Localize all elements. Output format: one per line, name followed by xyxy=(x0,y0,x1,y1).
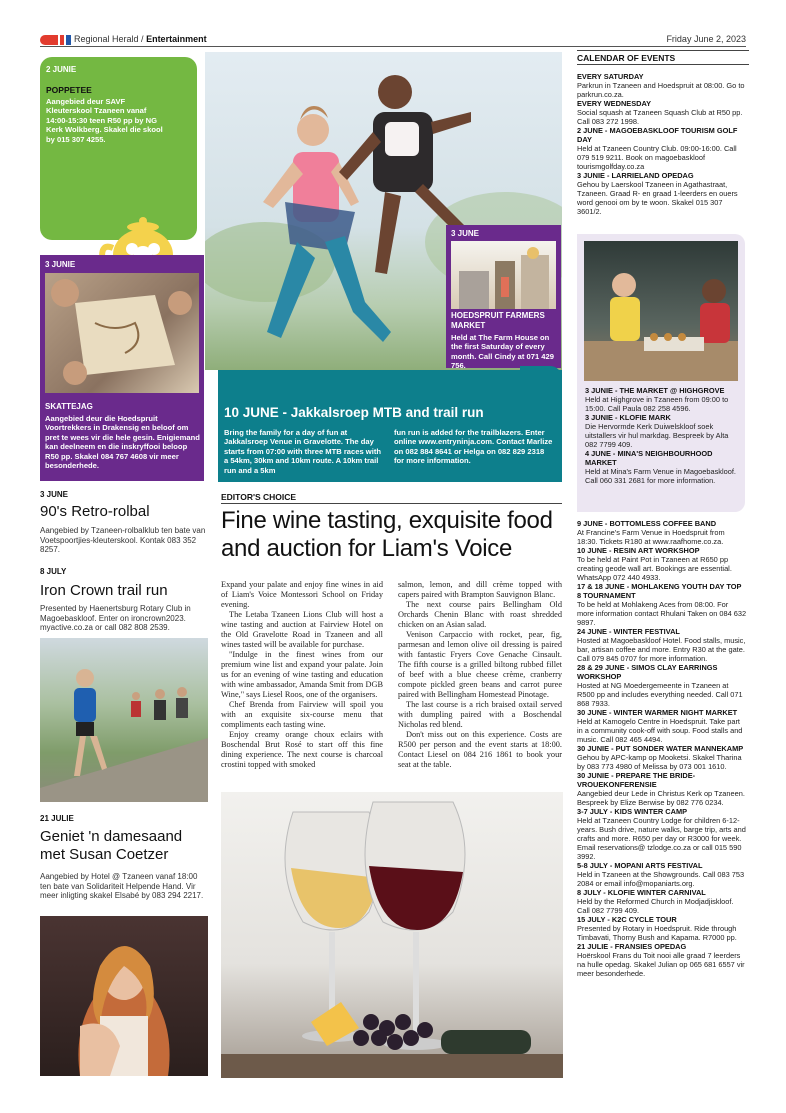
event-title: 9 JUNE - BOTTOMLESS COFFEE BAND xyxy=(577,519,717,528)
editor-rule xyxy=(221,503,562,504)
event-detail: To be held at Mohlakeng Aces from 08:00. For more information contact Rhulani Taken on 084 632 9897. xyxy=(577,600,747,627)
header-blue-bar xyxy=(66,35,71,45)
skattejag-box xyxy=(40,255,204,481)
skattejag-title: SKATTEJAG xyxy=(45,402,93,411)
event-title: 3 JUNIE - THE MARKET @ HIGHGROVE xyxy=(585,386,725,395)
retro-body: Aangebied by Tzaneen-rolbalklub ten bate van Voetspoortjies-kleuterskool. Kontak 083 352 8257. xyxy=(40,526,206,555)
event-title: 21 JULIE - FRANSIES OPEDAG xyxy=(577,942,687,951)
event-detail: Aangebied deur Lede in Christus Kerk op Tzaneen. Bespreek by Elize Berwise by 082 776 0234. xyxy=(577,789,745,807)
calendar-rule xyxy=(577,50,749,51)
event-title: 3-7 JULY - KIDS WINTER CAMP xyxy=(577,807,688,816)
poppetee-title: POPPETEE xyxy=(46,85,92,95)
calendar-boxed-list xyxy=(585,386,741,485)
calendar-title: CALENDAR OF EVENTS xyxy=(577,53,676,63)
editor-col2 xyxy=(398,580,562,770)
event-detail: To be held at Paint Pot in Tzaneen at R650 pp creating geode wall art. Bookings are essential. WhatsApp 072 440 4933. xyxy=(577,555,732,582)
event-detail: Held at Highgrove in Tzaneen from 09:00 to 15:00. Call Paula 082 258 4596. xyxy=(585,395,729,413)
poppetee-box xyxy=(40,57,197,240)
page-header xyxy=(0,0,786,48)
skattejag-date: 3 JUNIE xyxy=(45,260,76,269)
mtb-col1: Bring the family for a day of fun at Jakkalsroep Venue in Gravelotte. The day starts from 07:00 with three MTB races with a 54km, 30km and 10km route. A 10km trail run and a 5km xyxy=(224,428,381,475)
farmers-market-title: HOEDSPRUIT FARMERS MARKET xyxy=(451,311,545,330)
skattejag-body: Aangebied deur die Hoedspruit Voortrekkers in Drakensig en beloof om pret te wees vir die hele gesin. Enigiemand kan deelneem en die inskryffooi beloop R50 pp. Skakel 084 767 4608 vir meer besonderhede. xyxy=(45,414,200,471)
event-title: 30 JUNIE - PUT SONDER WATER MANNEKAMP xyxy=(577,744,744,753)
mtb-box-corner xyxy=(520,366,562,388)
event-detail: Held in Tzaneen at the Showgrounds. Call 083 753 2084 or email info@mopaniarts.org. xyxy=(577,870,745,888)
market-photo xyxy=(451,241,556,309)
poppetee-date: 2 JUNIE xyxy=(46,65,77,74)
event-title: 8 JULY - KLOFIE WINTER CARNIVAL xyxy=(577,888,706,897)
dames-date: 21 JULIE xyxy=(40,814,74,823)
editors-choice-label: EDITOR'S CHOICE xyxy=(221,492,297,502)
calendar-top-list xyxy=(577,72,747,216)
editor-para: The Letaba Tzaneen Lions Club will host a wine tasting and auction at Fairview Hotel on the Old Gravelotte Road in Tzaneen and all wines tasted will be available for purchase. xyxy=(221,610,383,649)
singer-portrait-illustration xyxy=(40,916,208,1076)
event-title: EVERY WEDNESDAY xyxy=(577,99,652,108)
treasure-map-illustration xyxy=(45,273,199,393)
event-title: 30 JUNE - WINTER WARMER NIGHT MARKET xyxy=(577,708,738,717)
susan-coetzer-photo xyxy=(40,916,208,1076)
event-detail: Hosted at Magoebaskloof Hotel. Food stalls, music, bar, artisan coffee and more. Entry R30 at the gate. Call 079 845 0707 for more information. xyxy=(577,636,746,663)
retro-date: 3 JUNE xyxy=(40,490,69,499)
editor-para: The last course is a rich braised oxtail served with dumpling paired with a Boschendal Nicholas red blend. xyxy=(398,700,562,729)
event-detail: Gehou by APC-kamp op Mooketsi. Skakel Tharina by 083 773 4980 of Melissa by 073 001 1610. xyxy=(577,753,742,771)
market-vendors-photo xyxy=(584,241,738,381)
dames-title: Geniet 'n damesaand met Susan Coetzer xyxy=(40,828,183,863)
editor-para: Expand your palate and enjoy fine wines in aid of Liam's Voice Montessori School on Friday evening. xyxy=(221,580,383,609)
editor-headline: Fine wine tasting, exquisite food and auction for Liam's Voice xyxy=(221,507,553,562)
market-vendors-illustration xyxy=(584,241,738,381)
event-detail: Held at Tzaneen Country Club. 09:00-16:00. Call 079 519 9211. Book on magoebaskloof tourismgolfday.co.za xyxy=(577,144,737,171)
mtb-title: 10 JUNE - Jakkalsroep MTB and trail run xyxy=(224,405,484,420)
poppetee-body: Aangebied deur SAVF Kleuterskool Tzaneen vanaf 14:00-15:30 teen R50 pp by NG Kerk Wolkberg. Skakel die skool by 015 307 4255. xyxy=(46,97,163,144)
event-detail: Gehou by Laerskool Tzaneen in Agathastraat, Tzaneen. Graad R- en graad 1-leerders en ouers word genooi om by te woon. Skakel 015 307 3601/2. xyxy=(577,180,738,216)
calendar-market-box xyxy=(577,234,745,512)
event-detail: Die Hervormde Kerk Duiwelskloof soek uitstallers vir hul markdag. Bespreek by Alta 082 7799 409. xyxy=(585,422,729,449)
event-detail: Held at Tzaneen Country Lodge for children 6-12-years. Bush drive, nature walks, barge trip, arts and crafts and more. R650 per day or R3000 for week. Email reservations@ tzlodge.co.za or call 015 590 3992. xyxy=(577,816,746,861)
iron-date: 8 JULY xyxy=(40,567,67,576)
issue-date: Friday June 2, 2023 xyxy=(666,34,746,44)
event-detail: Held at Kamogelo Centre in Hoedspruit. Take part in a community cook-off with soup. Food stalls and music. Call 082 465 4494. xyxy=(577,717,743,744)
editor-para: "Indulge in the finest wines from our premium wine list and expand your palate. Join us for an evening of wine tasting and education with wine ambassador, Amanda Smit from DGB Wine," says Liesel Roos, one of the organisers. xyxy=(221,650,383,699)
dames-body: Aangebied by Hotel @ Tzaneen vanaf 18:00 ten bate van Solidariteit Helpende Hand. Vir meer inligting skakel Elsabé by 083 294 2217. xyxy=(40,872,204,901)
editor-para: Enjoy creamy orange choux eclairs with Boschendal Brut Rosé to start off this fine dining experience. The next course is charcoal crostini topped with smoked xyxy=(221,730,383,769)
mtb-box xyxy=(218,370,562,482)
farmers-market-box xyxy=(446,225,561,371)
calendar-rule-2 xyxy=(577,64,749,65)
trail-runners-illustration xyxy=(40,638,208,802)
event-detail: Hosted at NG Moedergemeente in Tzaneen at R500 pp and includes everything needed. Call 071 868 7933. xyxy=(577,681,743,708)
event-title: 28 & 29 JUNE - SIMOS CLAY EARRINGS WORKSHOP xyxy=(577,663,718,681)
editor-para: Venison Carpaccio with rocket, pear, fig, parmesan and lemon olive oil dressing is paired with fantastic Fryers Cove Genache Cinsault. The fifth course is a grilled biltong rubbed fillet of beef with a blue cheese crème, cranberry compote pickled green beans and carrot puree paired with Bellingham Homestead Pinotage. xyxy=(398,630,562,699)
event-detail: At Francine's Farm Venue in Hoedspruit from 18:30. Tickets R180 at www.raafhome.co.za. xyxy=(577,528,725,546)
editor-para: Chef Brenda from Fairview will spoil you with an exquisite six-course menu that compliments each tasting wine. xyxy=(221,700,383,729)
wine-glasses-photo xyxy=(221,792,563,1078)
event-detail: Held by the Reformed Church in Modjadjiskloof. Call 082 7799 409. xyxy=(577,897,734,915)
trail-run-photo xyxy=(40,638,208,802)
event-title: EVERY SATURDAY xyxy=(577,72,644,81)
event-title: 10 JUNE - RESIN ART WORKSHOP xyxy=(577,546,700,555)
event-detail: Parkrun in Tzaneen and Hoedspruit at 08:00. Go to parkrun.co.za. xyxy=(577,81,745,99)
event-title: 15 JULY - K2C CYCLE TOUR xyxy=(577,915,677,924)
event-title: 4 JUNE - MINA'S NEIGHBOURHOOD MARKET xyxy=(585,449,713,467)
event-title: 5-8 JULY - MOPANI ARTS FESTIVAL xyxy=(577,861,703,870)
event-title: 30 JUNIE - PREPARE THE BRIDE-VROUEKONFERENSIE xyxy=(577,771,696,789)
treasure-map-photo xyxy=(45,273,199,393)
iron-body: Presented by Haenertsburg Rotary Club in Magoebaskloof. Enter on ironcrown2023. myactive.co.za or call 082 808 2539. xyxy=(40,604,191,633)
iron-title: Iron Crown trail run xyxy=(40,582,168,599)
farmers-market-date: 3 JUNE xyxy=(451,229,480,238)
event-title: 24 JUNE - WINTER FESTIVAL xyxy=(577,627,680,636)
market-stall-illustration xyxy=(451,241,556,309)
header-red-block xyxy=(40,35,58,45)
event-title: 2 JUNE - MAGOEBASKLOOF TOURISM GOLF DAY xyxy=(577,126,738,144)
editor-para: Don't miss out on this experience. Costs are R500 per person and the event starts at 18:00. Contact Liesel on 084 216 1861 to book your seat at the table. xyxy=(398,730,562,769)
editor-col1 xyxy=(221,580,383,770)
header-rule xyxy=(40,46,746,47)
event-detail: Presented by Rotary in Hoedspruit. Ride through Timbavati, Thorny Bush and Kapama. R7000 pp. xyxy=(577,924,737,942)
event-detail: Held at Mina's Farm Venue in Magoebaskloof. Call 060 331 2681 for more information. xyxy=(585,467,736,485)
header-red-bar xyxy=(60,35,64,45)
calendar-rest-list xyxy=(577,519,747,978)
header-title xyxy=(74,34,207,44)
retro-title: 90's Retro-rolbal xyxy=(40,503,150,520)
event-title: 17 & 18 JUNE - MOHLAKENG YOUTH DAY TOP 8 TOURNAMENT xyxy=(577,582,742,600)
editor-para: salmon, lemon, and dill crème topped with capers paired with Brampton Sauvignon Blanc. xyxy=(398,580,562,599)
event-title: 3 JUNIE - KLOFIE MARK xyxy=(585,413,671,422)
farmers-market-body: Held at The Farm House on the first Saturday of every month. Call Cindy at 071 429 756. xyxy=(451,333,554,371)
wine-glasses-illustration xyxy=(221,792,563,1078)
event-detail: Hoërskool Frans du Toit nooi alle graad 7 leerders na hulle opedag. Skakel Julian op 065 681 6557 vir meer besonderhede. xyxy=(577,951,745,978)
event-title: 3 JUNIE - LARRIELAND OPEDAG xyxy=(577,171,694,180)
editor-para: The next course pairs Bellingham Old Orchards Chenin Blanc with roast shredded chicken on an Asian salad. xyxy=(398,600,562,629)
event-detail: Social squash at Tzaneen Squash Club at R50 pp. Call 083 272 1998. xyxy=(577,108,743,126)
mtb-col2: fun run is added for the trailblazers. Enter online www.entryninja.com. Contact Marlize on 082 884 8641 or Helga on 082 829 2318 for more information. xyxy=(394,428,553,466)
paper-name: Regional Herald / xyxy=(74,34,144,44)
section-name: Entertainment xyxy=(146,34,207,44)
